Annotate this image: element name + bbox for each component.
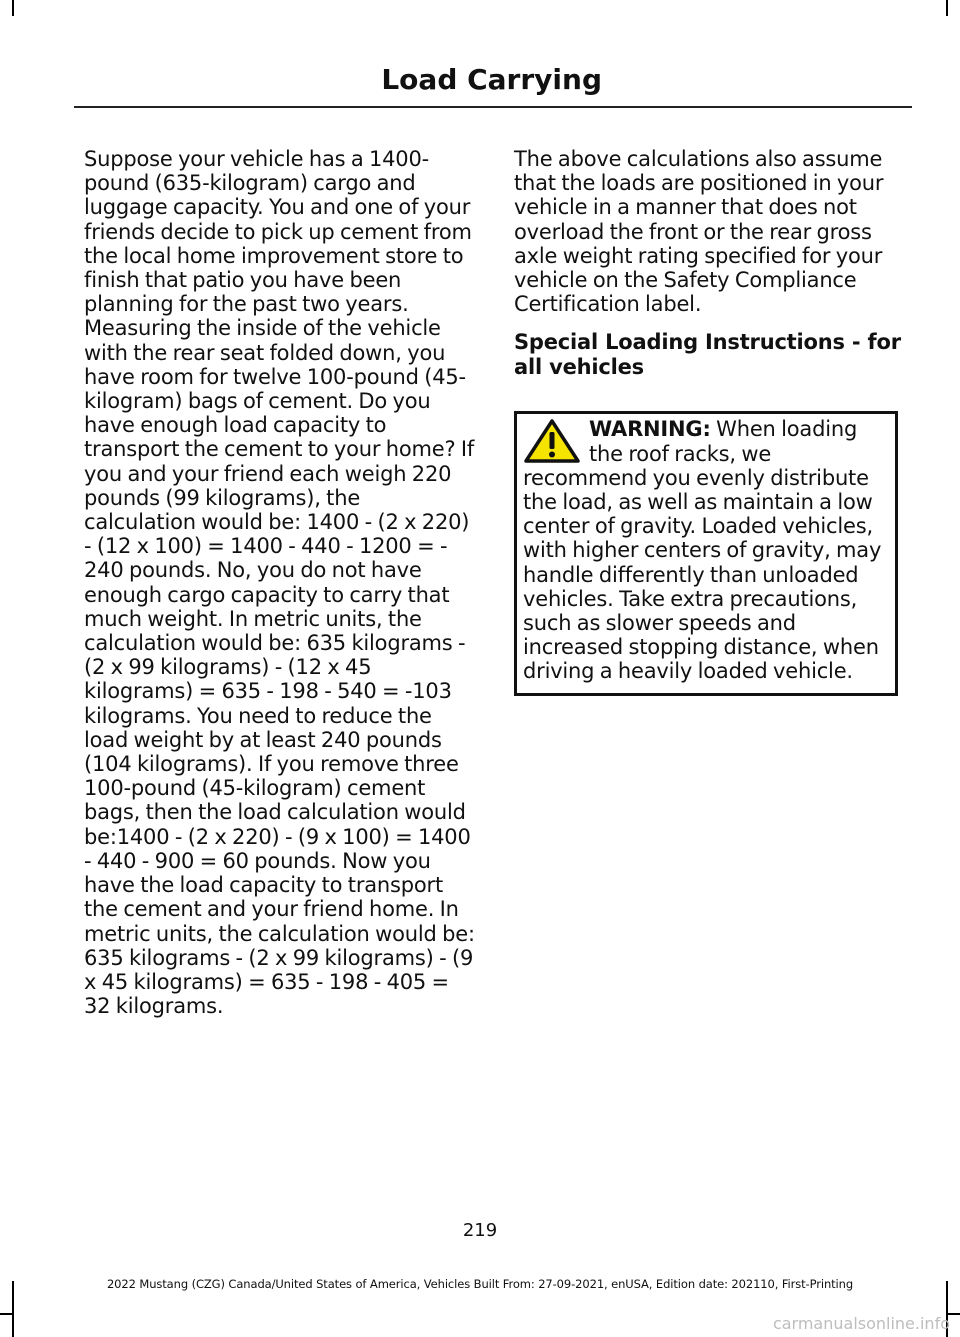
left-column [84,147,476,1018]
section-heading: Special Loading Instructions - for all vehicles [514,330,901,379]
header-rule [74,106,912,108]
edition-footer: 2022 Mustang (CZG) Canada/United States of America, Vehicles Built From: 27-09-2021, enUSA, Edition date: 202110, First-Printing [106,1277,854,1291]
crop-mark-top-right [946,0,948,16]
axle-rating-paragraph: The above calculations also assume that the loads are positioned in your vehicle in a manner that does not overload the front or the rear gross axle weight rating specified for your vehicle on the Safety Compliance Certification label. [514,147,884,317]
right-column [514,147,910,696]
warning-triangle-icon [523,418,581,464]
page-number: 219 [462,1220,498,1241]
load-calculation-paragraph: Suppose your vehicle has a 1400-pound (635-kilogram) cargo and luggage capacity. You and one of your friends decide to pick up cement from the local home improvement store to finish that patio you have been planning for the past two years. Measuring the inside of the vehicle with the rear seat folded down, you have room for twelve 100-pound (45-kilogram) bags of cement. Do you have enough load capacity to transport the cement to your home? If you and your friend each weigh 220 pounds (99 kilograms), the calculation would be: 1400 - (2 x 220) - (12 x 100) = 1400 - 440 - 1200 = - 240 pounds. No, you do not have enough cargo capacity to carry that much weight. In metric units, the calculation would be: 635 kilograms - (2 x 99 kilograms) - (12 x 45 kilograms) = 635 - 198 - 540 = -103 kilograms. You need to reduce the load weight by at least 240 pounds (104 kilograms). If you remove three 100-pound (45-kilogram) cement bags, then the load calculation would be:1400 - (2 x 220) - (9 x 100) = 1400 - 440 - 900 = 60 pounds. Now you have the load capacity to transport the cement and your friend home. In metric units, the calculation would be: 635 kilograms - (2 x 99 kilograms) - (9 x 45 kilograms) = 635 - 198 - 405 = 32 kilograms. [84,147,475,1019]
crop-mark-top-left [12,0,14,16]
page-title: Load Carrying [381,63,602,96]
warning-text: When loading the roof racks, we recommend you evenly distribute the load, as well as maintain a low center of gravity. Loaded vehicles, with higher centers of gravity, may handle differently than unloaded vehicles. Take extra precautions, such as slower speeds and increased stopping distance, when driving a heavily loaded vehicle. [523,417,882,684]
warning-paragraph [523,417,889,683]
warning-box [514,411,898,695]
watermark: carmanualsonline.info [772,1314,950,1333]
page-header [0,60,960,108]
crop-mark-bottom-left-base [0,1313,14,1315]
warning-label: WARNING: [589,417,711,442]
